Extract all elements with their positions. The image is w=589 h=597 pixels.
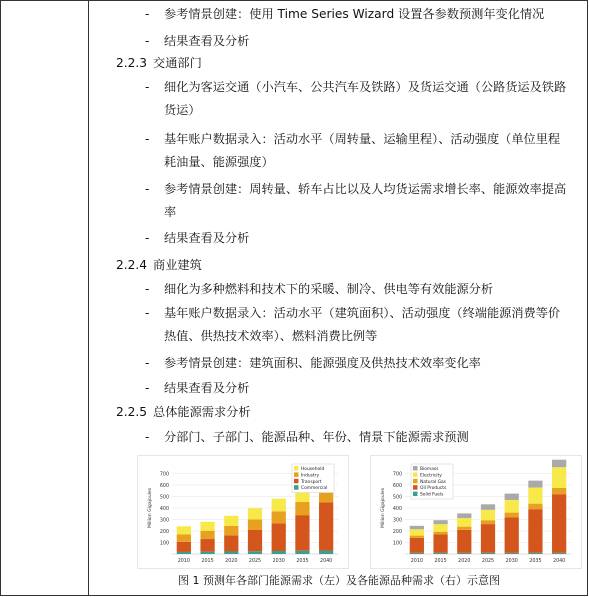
bar-segment <box>410 553 424 554</box>
x-tick-label: 2010 <box>177 559 190 564</box>
bar-segment <box>433 553 447 554</box>
bar-segment <box>248 508 262 519</box>
y-tick-label: 200 <box>159 530 169 535</box>
bar-segment <box>272 523 286 551</box>
x-tick-label: 2025 <box>481 559 495 564</box>
bar-segment <box>200 522 214 531</box>
legend-label: Electricity <box>420 473 442 479</box>
list-item-text: 耗油量、能源强度） <box>164 155 274 169</box>
section-number: 2.2.5 <box>116 405 148 419</box>
bar-segment <box>319 551 333 554</box>
y-tick-label: 700 <box>159 472 169 478</box>
legend-swatch <box>413 485 418 490</box>
y-axis-label: Million Gigajoules <box>381 487 386 529</box>
bullet-marker: - <box>145 381 150 395</box>
x-tick-label: 2030 <box>505 559 518 564</box>
bar-segment <box>457 513 471 518</box>
fuel-energy-demand-chart <box>371 456 581 568</box>
bar-segment <box>224 535 238 551</box>
legend-label: Household <box>301 467 325 472</box>
x-tick-label: 2035 <box>529 559 542 564</box>
y-tick-label: 400 <box>392 507 402 512</box>
list-item-text: 结果查看及分析 <box>164 231 250 245</box>
y-tick-label: 300 <box>392 518 402 524</box>
bar-segment <box>552 494 566 553</box>
bar-segment <box>528 481 542 488</box>
bar-segment <box>528 504 542 510</box>
x-tick-label: 2030 <box>272 559 285 564</box>
bar-segment <box>505 500 519 513</box>
y-axis-label: Million Gigajoules <box>148 487 153 529</box>
legend-swatch <box>294 472 299 477</box>
bar-segment <box>248 551 262 554</box>
legend-label: Biomass <box>420 467 439 472</box>
bar-segment <box>457 553 471 554</box>
section-number: 2.2.4 <box>116 258 148 272</box>
y-tick-label: 200 <box>392 530 402 535</box>
bar-segment <box>177 526 191 534</box>
y-tick-label: 500 <box>392 495 402 501</box>
bar-segment <box>319 502 333 550</box>
bar-segment <box>528 488 542 504</box>
list-item-text: 分部门、子部门、能源品种、年份、情景下能源需求预测 <box>164 430 469 444</box>
list-item-text: 货运） <box>164 103 201 117</box>
list-item-text: 细化为客运交通（小汽车、公共汽车及铁路）及货运交通（公路货运及铁路 <box>164 80 567 94</box>
x-tick-label: 2035 <box>296 559 309 564</box>
chart-right <box>370 455 582 569</box>
y-tick-label: 100 <box>392 541 402 547</box>
list-item-text: 基年账户数据录入：活动水平（周转量、运输里程）、活动强度（单位里程 <box>164 132 561 146</box>
x-tick-label: 2020 <box>458 559 471 564</box>
bullet-marker: - <box>145 282 150 296</box>
x-tick-label: 2040 <box>320 559 333 564</box>
bar-segment <box>200 531 214 539</box>
bar-segment <box>177 534 191 541</box>
x-tick-label: 2015 <box>434 559 447 564</box>
list-item-text: 率 <box>164 205 177 219</box>
bar-segment <box>272 511 286 523</box>
list-item-text: 细化为多种燃料和技术下的采暖、制冷、供电等有效能源分析 <box>164 282 494 296</box>
bar-segment <box>433 524 447 531</box>
legend-swatch <box>413 466 418 471</box>
bar-segment <box>272 551 286 554</box>
bar-segment <box>433 532 447 535</box>
bar-segment <box>505 517 519 553</box>
table-column-divider <box>88 0 89 596</box>
bar-segment <box>248 519 262 530</box>
y-tick-label: 300 <box>159 518 169 524</box>
bar-segment <box>295 502 309 515</box>
bar-segment <box>224 551 238 554</box>
legend-label: Solid Fuels <box>420 492 444 498</box>
x-tick-label: 2010 <box>410 559 423 564</box>
document-content <box>95 0 583 596</box>
legend-swatch <box>294 479 299 484</box>
bar-segment <box>505 494 519 500</box>
bar-segment <box>248 530 262 551</box>
bar-segment <box>528 553 542 554</box>
bar-segment <box>200 552 214 554</box>
bullet-marker: - <box>145 182 150 196</box>
bar-segment <box>410 538 424 553</box>
bar-segment <box>200 539 214 552</box>
y-tick-label: 700 <box>392 472 402 478</box>
section-title: 商业建筑 <box>153 258 202 272</box>
bar-segment <box>481 553 495 554</box>
list-item-text: 结果查看及分析 <box>164 34 250 48</box>
y-tick-label: 500 <box>159 495 169 501</box>
legend-swatch <box>294 466 299 471</box>
legend-label: Commercial <box>301 486 328 492</box>
legend-label: Industry <box>301 473 320 479</box>
bar-segment <box>410 529 424 535</box>
bar-segment <box>481 504 495 510</box>
bar-segment <box>410 536 424 538</box>
bar-segment <box>295 551 309 554</box>
bar-segment <box>433 520 447 524</box>
bullet-marker: - <box>145 356 150 370</box>
section-heading <box>116 55 202 71</box>
legend-label: Oil Products <box>420 486 447 492</box>
bar-segment <box>552 553 566 554</box>
section-number: 2.2.3 <box>116 56 148 70</box>
chart-left <box>137 455 349 569</box>
bar-segment <box>457 530 471 553</box>
bullet-marker: - <box>145 7 150 21</box>
section-heading <box>116 404 251 420</box>
list-item-text: 参考情景创建：使用 Time Series Wizard 设置各参数预测年变化情况 <box>164 7 545 21</box>
bar-segment <box>410 526 424 529</box>
legend-label: Transport <box>301 479 322 485</box>
bar-segment <box>552 460 566 467</box>
bar-segment <box>457 518 471 527</box>
figure-caption: 图 1 预测年各部门能源需求（左）及各能源品种需求（右）示意图 <box>178 574 500 587</box>
section-heading <box>116 257 202 273</box>
bullet-marker: - <box>145 80 150 94</box>
bar-segment <box>177 542 191 552</box>
bullet-marker: - <box>145 306 150 320</box>
bullet-marker: - <box>145 231 150 245</box>
legend-swatch <box>413 479 418 484</box>
legend-label: Natural Gas <box>420 479 446 485</box>
bar-segment <box>481 510 495 520</box>
x-tick-label: 2040 <box>553 559 566 564</box>
legend-swatch <box>413 492 418 497</box>
bar-segment <box>528 509 542 553</box>
section-title: 交通部门 <box>153 56 202 70</box>
x-tick-label: 2020 <box>225 559 238 564</box>
list-item-text: 参考情景创建：周转量、轿车占比以及人均货运需求增长率、能源效率提高 <box>164 182 567 196</box>
list-item-text: 结果查看及分析 <box>164 381 250 395</box>
sector-energy-demand-chart <box>138 456 348 568</box>
bar-segment <box>481 520 495 524</box>
bar-segment <box>295 515 309 551</box>
legend-swatch <box>294 485 299 490</box>
y-tick-label: 600 <box>159 484 169 489</box>
list-item-text: 参考情景创建：建筑面积、能源强度及供热技术效率变化率 <box>164 356 481 370</box>
bar-segment <box>481 524 495 553</box>
y-tick-label: 600 <box>392 484 402 489</box>
list-item-text: 热值、供热技术效率）、燃料消费比例等 <box>164 329 378 343</box>
y-tick-label: 400 <box>159 507 169 512</box>
bullet-marker: - <box>145 34 150 48</box>
bar-segment <box>224 526 238 535</box>
y-tick-label: 100 <box>159 541 169 547</box>
bar-segment <box>552 488 566 494</box>
bar-segment <box>505 553 519 554</box>
bullet-marker: - <box>145 430 150 444</box>
legend-swatch <box>413 472 418 477</box>
bar-segment <box>552 467 566 488</box>
bar-segment <box>224 516 238 526</box>
bar-segment <box>457 527 471 530</box>
bullet-marker: - <box>145 132 150 146</box>
x-tick-label: 2025 <box>248 559 262 564</box>
bar-segment <box>433 534 447 552</box>
bar-segment <box>505 513 519 518</box>
section-title: 总体能源需求分析 <box>153 405 251 419</box>
bar-segment <box>272 499 286 512</box>
x-tick-label: 2015 <box>201 559 214 564</box>
bar-segment <box>177 552 191 554</box>
list-item-text: 基年账户数据录入：活动水平（建筑面积）、活动强度（终端能源消费等价 <box>164 306 561 320</box>
